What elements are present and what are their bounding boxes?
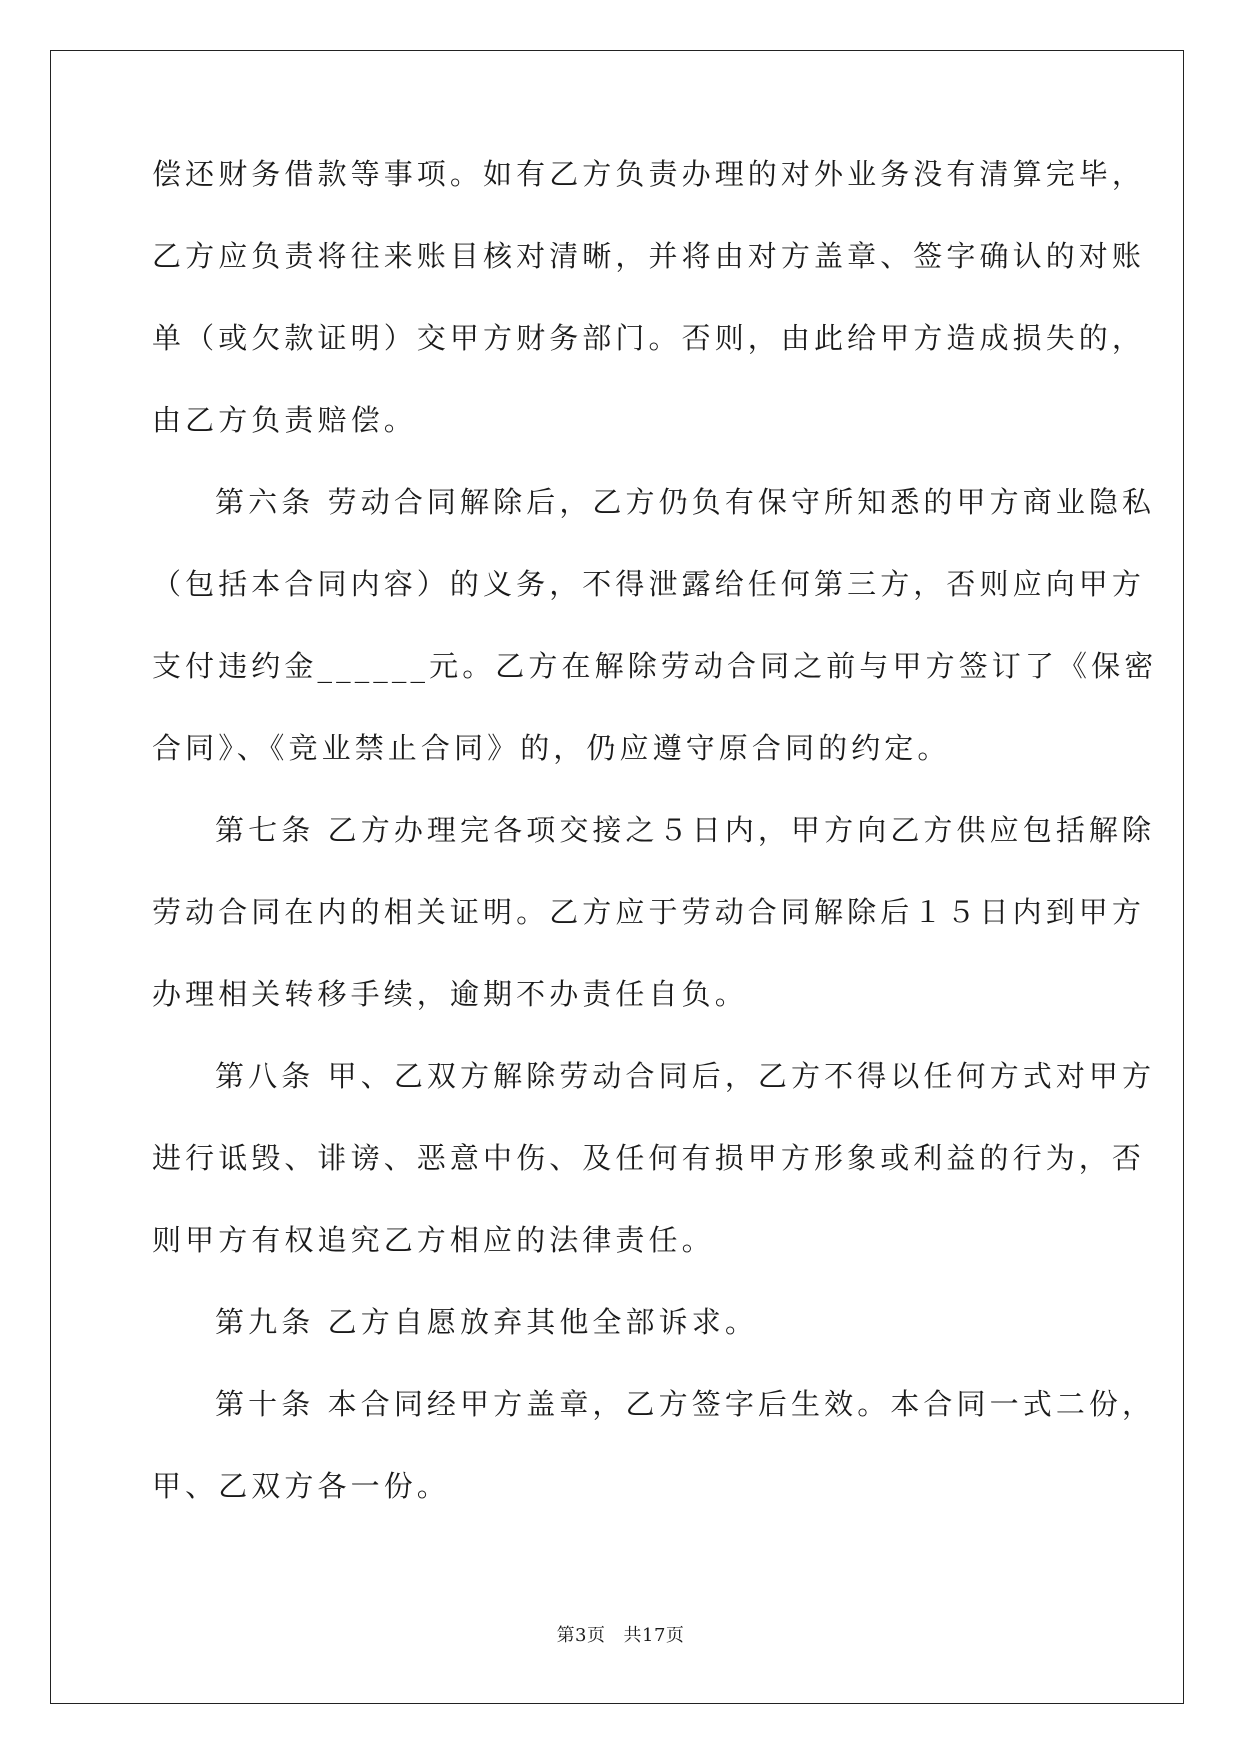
article-9-heading-line: 第九条 乙方自愿放弃其他全部诉求。 [215,1305,758,1339]
text-line: 则甲方有权追究乙方相应的法律责任。 [152,1223,715,1257]
text-line: 支付违约金______元。乙方在解除劳动合同之前与甲方签订了《保密 [152,649,1158,683]
text-line: （包括本合同内容）的义务，不得泄露给任何第三方，否则应向甲方 [152,567,1146,601]
page-total: 共17页 [623,1625,685,1646]
text-line: 单（或欠款证明）交甲方财务部门。否则，由此给甲方造成损失的， [152,321,1146,355]
text-line: 由乙方负责赔偿。 [152,403,417,437]
text-line: 劳动合同在内的相关证明。乙方应于劳动合同解除后１５日内到甲方 [152,895,1146,929]
text-line: 甲、乙双方各一份。 [152,1469,450,1503]
page-number: 第3页 [556,1625,606,1646]
article-10-heading-line: 第十条 本合同经甲方盖章，乙方签字后生效。本合同一式二份， [215,1387,1156,1421]
text-line: 偿还财务借款等事项。如有乙方负责办理的对外业务没有清算完毕， [152,157,1146,191]
text-line: 合同》、《竞业禁止合同》的，仍应遵守原合同的约定。 [152,731,951,765]
text-line: 乙方应负责将往来账目核对清晰，并将由对方盖章、签字确认的对账 [152,239,1146,273]
document-body [152,157,1158,1554]
text-line: 办理相关转移手续，逾期不办责任自负。 [152,977,748,1011]
article-8-heading-line: 第八条 甲、乙双方解除劳动合同后，乙方不得以任何方式对甲方 [215,1059,1156,1093]
page-footer [0,1621,1241,1647]
article-6-heading-line: 第六条 劳动合同解除后，乙方仍负有保守所知悉的甲方商业隐私 [215,485,1156,519]
text-line: 进行诋毁、诽谤、恶意中伤、及任何有损甲方形象或利益的行为，否 [152,1141,1146,1175]
article-7-heading-line: 第七条 乙方办理完各项交接之５日内，甲方向乙方供应包括解除 [215,813,1156,847]
